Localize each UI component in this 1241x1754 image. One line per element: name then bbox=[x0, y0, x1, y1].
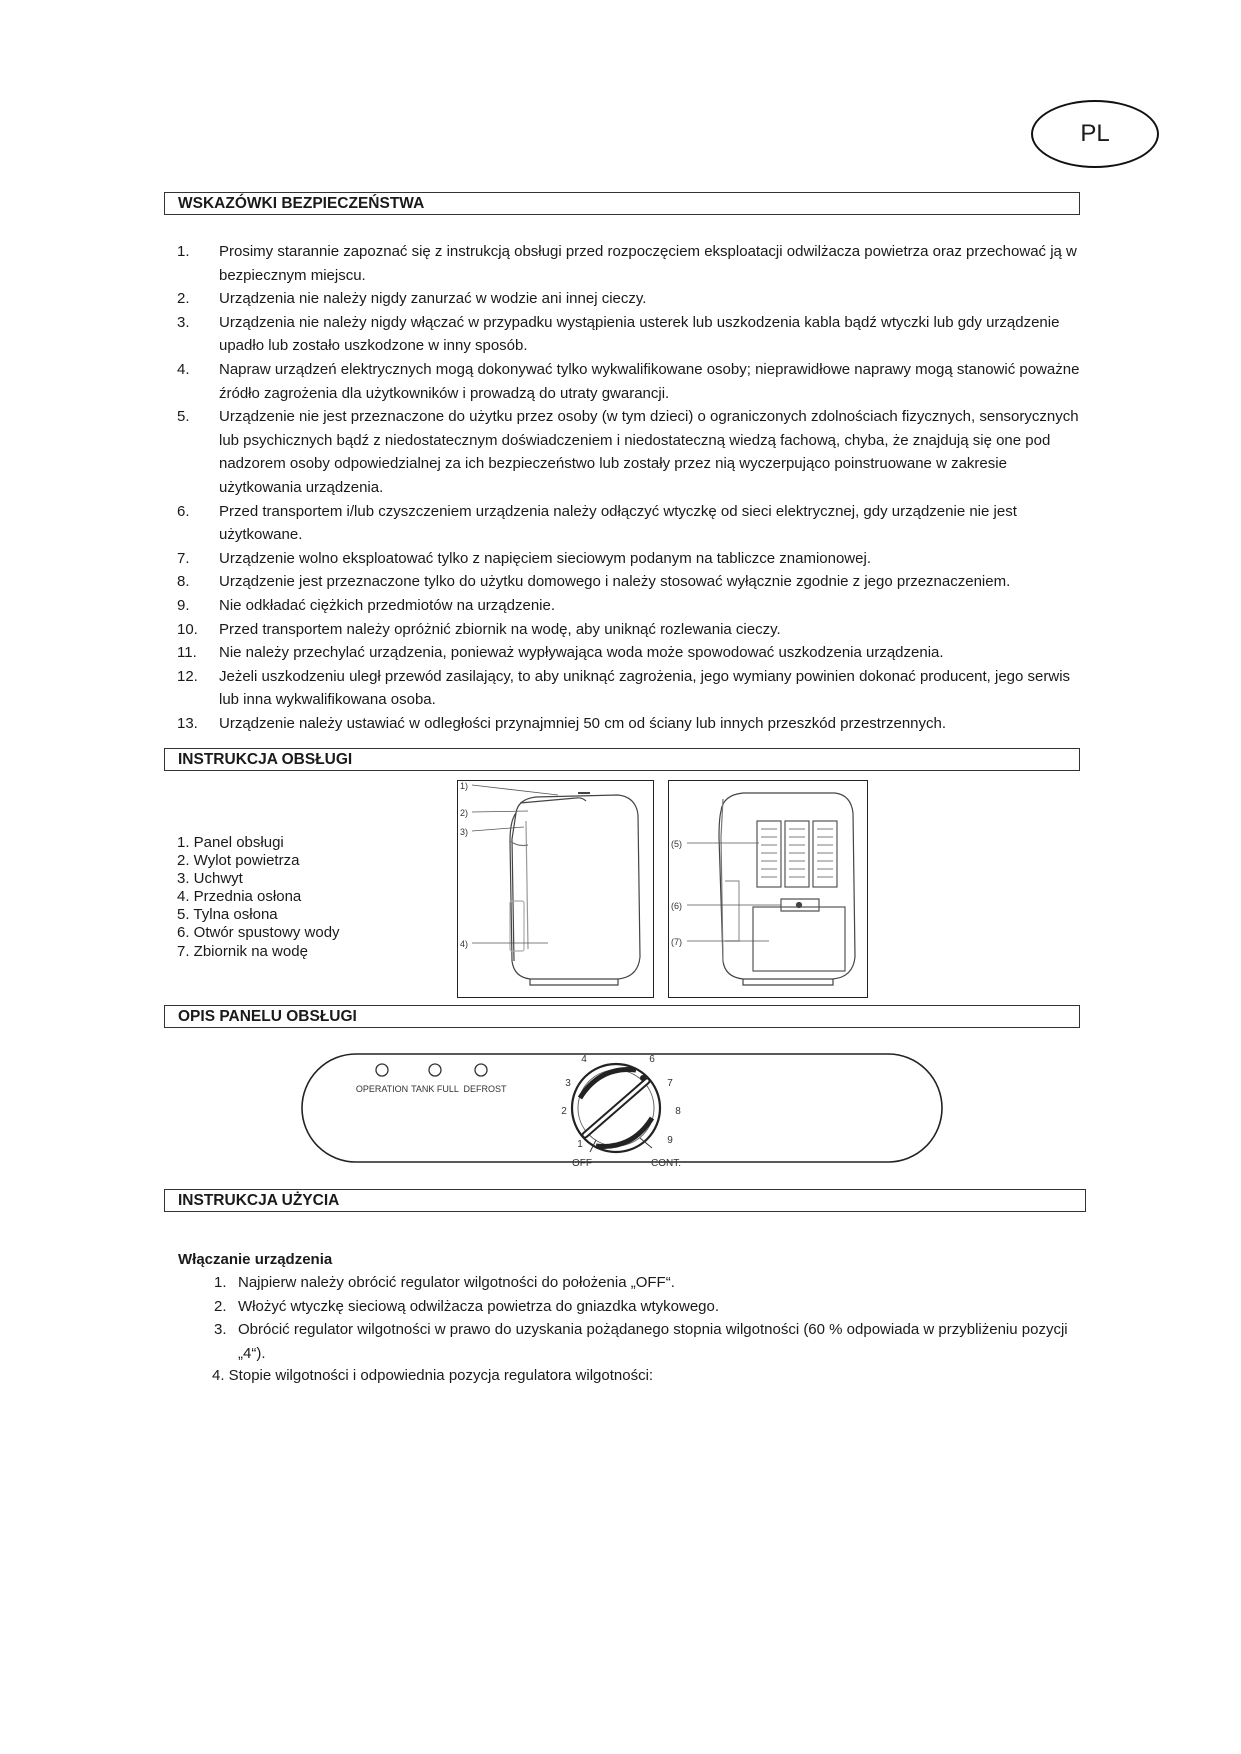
callout-label: 4) bbox=[460, 939, 469, 949]
callout-label: 3) bbox=[460, 827, 469, 837]
list-item: 5. Tylna osłona bbox=[177, 906, 278, 924]
dial-number: 3 bbox=[565, 1078, 571, 1089]
dial-number: 6 bbox=[649, 1054, 655, 1065]
safety-section-header: WSKAZÓWKI BEZPIECZEŃSTWA bbox=[164, 192, 1080, 215]
list-item: 1. Najpierw należy obrócić regulator wilgotności do położenia „OFF“. bbox=[214, 1274, 675, 1291]
dial-number: 4 bbox=[581, 1054, 587, 1065]
list-item: 4. Stopie wilgotności i odpowiednia pozycja regulatora wilgotności: bbox=[212, 1367, 654, 1384]
dial-number: 2 bbox=[561, 1106, 567, 1117]
dial-number: 1 bbox=[577, 1139, 583, 1150]
list-item: 7. Zbiornik na wodę bbox=[177, 942, 308, 960]
language-badge: PL bbox=[1031, 100, 1159, 168]
list-item: 13. Urządzenie należy ustawiać w odległości przynajmniej 50 cm od ściany lub innych przeszkód przestrzennych. bbox=[177, 714, 947, 732]
panel-section-header: OPIS PANELU OBSŁUGI bbox=[164, 1005, 1080, 1028]
indicator-label: TANK FULL bbox=[411, 1084, 459, 1094]
control-panel-diagram bbox=[300, 1040, 944, 1178]
callout-label: (6) bbox=[671, 901, 682, 911]
operation-section-header: INSTRUKCJA OBSŁUGI bbox=[164, 748, 1080, 771]
list-item: 3. Urządzenia nie należy nigdy włączać w przypadku wystąpienia usterek lub uszkodzenia kabla bądź wtyczki lub gdy urządzenie upadło lub zostało uszkodzone w inny sposób. bbox=[177, 313, 1060, 355]
defrost-indicator-icon bbox=[475, 1064, 487, 1076]
dial-off-label: OFF bbox=[572, 1158, 592, 1169]
indicator-label: OPERATION bbox=[355, 1084, 409, 1094]
dehumidifier-front-illustration bbox=[458, 781, 653, 997]
dial-number: 9 bbox=[667, 1135, 673, 1146]
dehumidifier-back-illustration bbox=[669, 781, 867, 997]
list-item: 3. Uchwyt bbox=[177, 870, 243, 888]
usage-section-header: INSTRUKCJA UŻYCIA bbox=[164, 1189, 1086, 1212]
list-item: 4. Napraw urządzeń elektrycznych mogą dokonywać tylko wykwalifikowane osoby; nieprawidłowe naprawy mogą stanowić poważne źródło zagrożenia dla użytkowników i prowadzą do utraty gwarancji. bbox=[177, 360, 1080, 402]
list-item: 8. Urządzenie jest przeznaczone tylko do użytku domowego i należy stosować wyłącznie zgodnie z jego przeznaczeniem. bbox=[177, 573, 1011, 591]
dial-number: 7 bbox=[667, 1078, 673, 1089]
list-item: 2. Urządzenia nie należy nigdy zanurzać w wodzie ani innej cieczy. bbox=[177, 290, 647, 308]
list-item: 5. Urządzenie nie jest przeznaczone do użytku przez osoby (w tym dzieci) o ograniczonych zdolnościach fizycznych, sensorycznych lub psychicznych bądź z niedostatecznym doświadczeniem i niedostateczną wiedzą fachową, chyba, że znajdują się one pod nadzorem osoby odpowiedzialnej za ich bezpieczeństwo lub zostały przez nią wyczerpująco poinstruowane w zakresie użytkowania urządzenia. bbox=[177, 408, 1079, 496]
callout-label: 1) bbox=[460, 781, 469, 791]
indicator-label: DEFROST bbox=[463, 1084, 507, 1094]
tank-full-indicator-icon bbox=[429, 1064, 441, 1076]
usage-subheading: Włączanie urządzenia bbox=[178, 1251, 333, 1268]
list-item: 9. Nie odkładać ciężkich przedmiotów na urządzenie. bbox=[177, 596, 556, 614]
parts-list bbox=[177, 834, 340, 961]
list-item: 11. Nie należy przechylać urządzenia, ponieważ wypływająca woda może spowodować uszkodzenia urządzenia. bbox=[177, 644, 944, 662]
front-view-figure bbox=[457, 780, 654, 998]
list-item: 1. Prosimy starannie zapoznać się z instrukcją obsługi przed rozpoczęciem eksploatacji odwilżacza powietrza oraz przechować ją w bezpiecznym miejscu. bbox=[177, 243, 1077, 284]
operation-indicator-icon bbox=[376, 1064, 388, 1076]
safety-list bbox=[164, 240, 1080, 735]
callout-label: (5) bbox=[671, 839, 682, 849]
list-item: 2. Włożyć wtyczkę sieciową odwilżacza powietrza do gniazdka wtykowego. bbox=[214, 1297, 720, 1315]
back-view-figure bbox=[668, 780, 868, 998]
list-item: 2. Wylot powietrza bbox=[177, 852, 300, 870]
list-item: 1. Panel obsługi bbox=[177, 834, 284, 851]
list-item: 3. Obrócić regulator wilgotności w prawo do uzyskania pożądanego stopnia wilgotności (60 % odpowiada w przybliżeniu pozycji „4“). bbox=[214, 1321, 1068, 1362]
list-item: 6. Przed transportem i/lub czyszczeniem urządzenia należy odłączyć wtyczkę od sieci elektrycznej, gdy urządzenie nie jest użytkowane. bbox=[177, 502, 1017, 544]
callout-label: (7) bbox=[671, 937, 682, 947]
control-panel-illustration bbox=[300, 1040, 944, 1178]
list-item: 7. Urządzenie wolno eksploatować tylko z napięciem sieciowym podanym na tabliczce znamionowej. bbox=[177, 549, 871, 567]
dial-number: 8 bbox=[675, 1106, 681, 1117]
list-item: 4. Przednia osłona bbox=[177, 888, 302, 906]
dial-cont-label: CONT. bbox=[651, 1158, 681, 1169]
callout-label: 2) bbox=[460, 808, 469, 818]
list-item: 6. Otwór spustowy wody bbox=[177, 924, 340, 942]
usage-list bbox=[180, 1271, 1080, 1365]
list-item: 10. Przed transportem należy opróżnić zbiornik na wodę, aby uniknąć rozlewania cieczy. bbox=[177, 620, 781, 638]
list-item: 12. Jeżeli uszkodzeniu uległ przewód zasilający, to aby uniknąć zagrożenia, jego wymiany powinien dokonać producent, jego serwis lub inna wykwalifikowana osoba. bbox=[177, 667, 1071, 709]
humidity-dial[interactable] bbox=[572, 1064, 660, 1152]
